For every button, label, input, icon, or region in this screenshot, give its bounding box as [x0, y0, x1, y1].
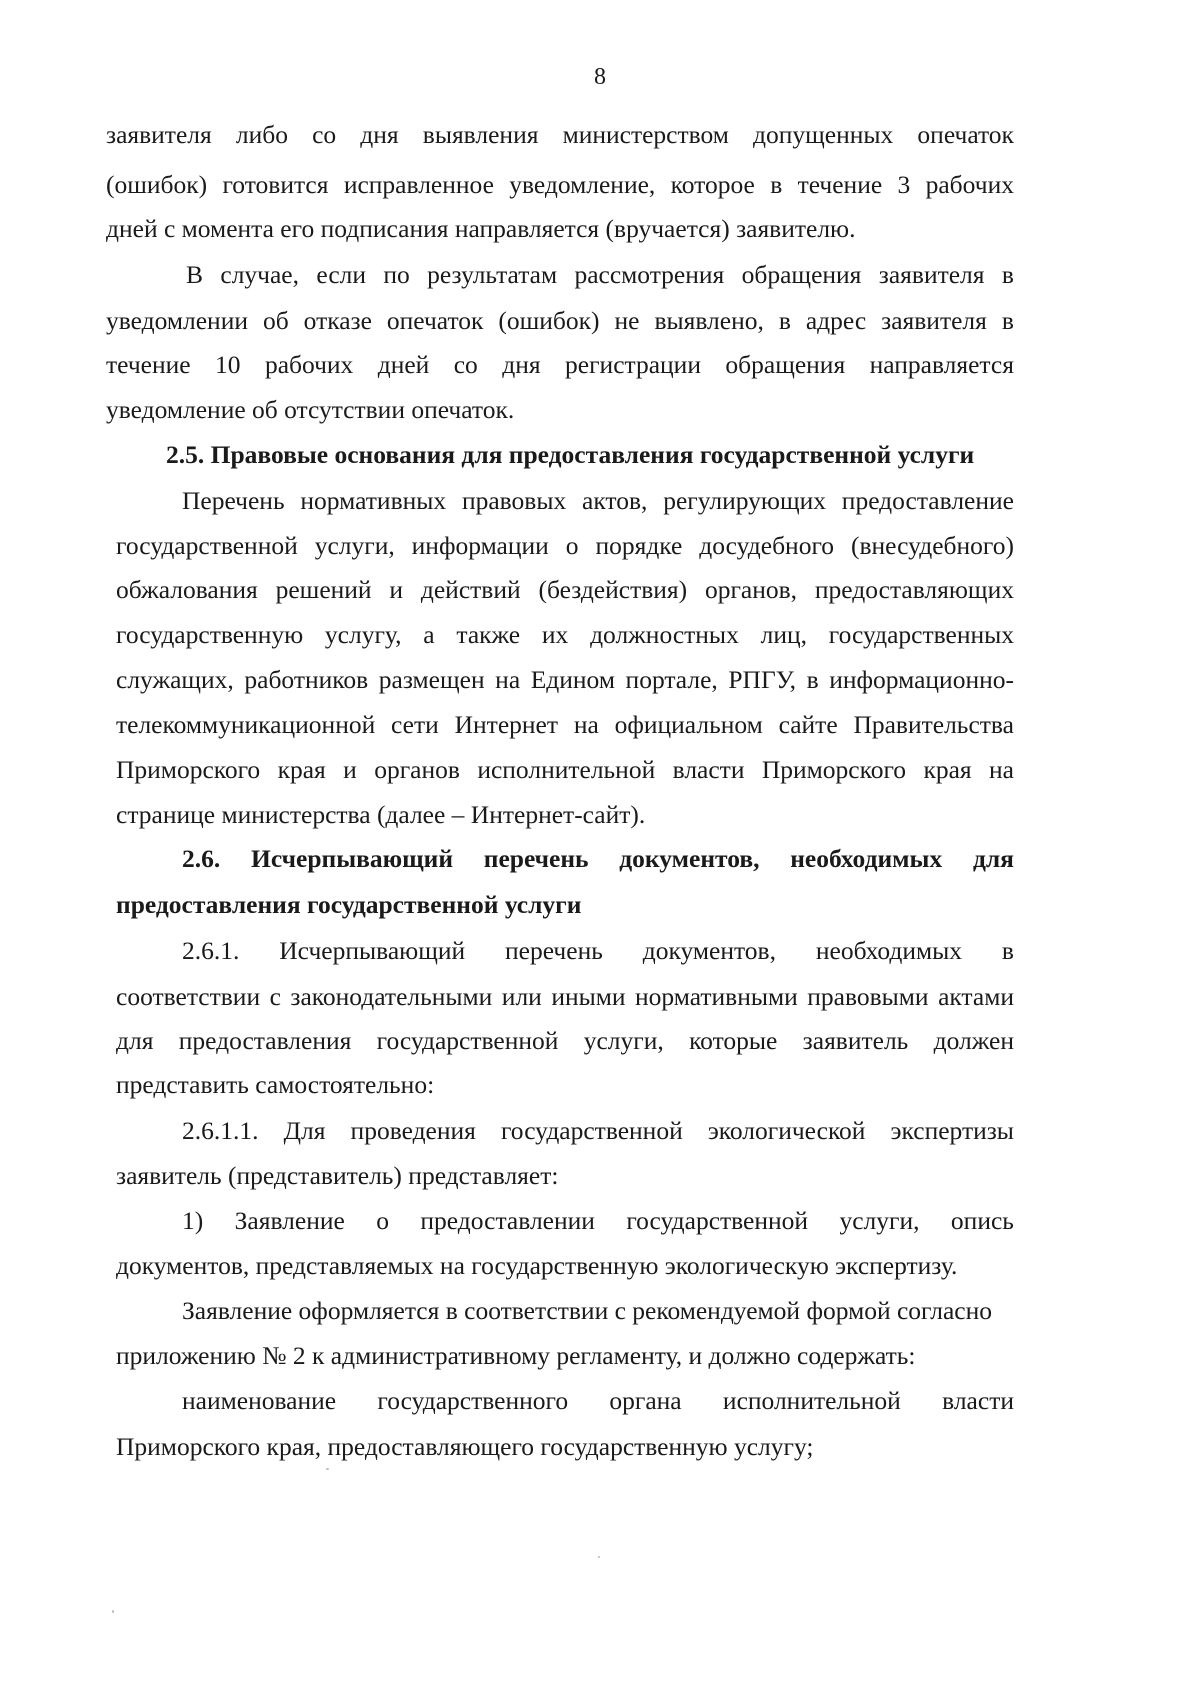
paragraph-6-line-2: документов, представляемых на государственную экологическую экспертизу.: [116, 1251, 958, 1280]
paragraph-5-line-2: заявитель (представитель) представляет:: [116, 1161, 559, 1190]
paragraph-7-line-2: приложению № 2 к административному регламенту, и должно содержать:: [116, 1341, 916, 1370]
paragraph-3-line-4: государственную услугу, а также их должностных лиц, государственных: [116, 620, 1014, 649]
paragraph-1-line-2: (ошибок) готовится исправленное уведомление, которое в течение 3 рабочих: [106, 170, 1014, 199]
paragraph-8-line-1: наименование государственного органа исполнительной власти: [182, 1386, 1014, 1415]
paragraph-3-line-7: Приморского края и органов исполнительной власти Приморского края на: [116, 755, 1014, 784]
paragraph-2-line-2: уведомлении об отказе опечаток (ошибок) не выявлено, в адрес заявителя в: [106, 306, 1014, 335]
scan-speck: [112, 1610, 114, 1613]
paragraph-4-line-3: для предоставления государственной услуги, которые заявитель должен: [116, 1026, 1014, 1055]
paragraph-4-line-4: представить самостоятельно:: [116, 1070, 435, 1099]
paragraph-3-line-3: обжалования решений и действий (бездействия) органов, предоставляющих: [116, 575, 1014, 604]
paragraph-4-line-2: соответствии с законодательными или иными нормативными правовыми актами: [116, 982, 1014, 1011]
paragraph-7-line-1: Заявление оформляется в соответствии с рекомендуемой формой согласно: [182, 1296, 992, 1325]
section-heading-2-6-line-2: предоставления государственной услуги: [116, 890, 582, 919]
paragraph-5-line-1: 2.6.1.1. Для проведения государственной экологической экспертизы: [182, 1116, 1014, 1145]
paragraph-2-line-4: уведомление об отсутствии опечаток.: [106, 395, 515, 424]
paragraph-2-line-1: В случае, если по результатам рассмотрения обращения заявителя в: [186, 260, 1014, 289]
page-number: 8: [594, 64, 606, 90]
scan-speck: [326, 1468, 329, 1470]
paragraph-3-line-8: странице министерства (далее – Интернет-сайт).: [116, 800, 646, 829]
paragraph-3-line-2: государственной услуги, информации о порядке досудебного (внесудебного): [116, 531, 1014, 560]
paragraph-4-line-1: 2.6.1. Исчерпывающий перечень документов, необходимых в: [182, 936, 1014, 965]
paragraph-3-line-1: Перечень нормативных правовых актов, регулирующих предоставление: [182, 486, 1014, 515]
paragraph-3-line-5: служащих, работников размещен на Едином портале, РПГУ, в информационно-: [116, 665, 1014, 694]
paragraph-8-line-2: Приморского края, предоставляющего государственную услугу;: [116, 1432, 814, 1461]
paragraph-1-line-1: заявителя либо со дня выявления министерством допущенных опечаток: [106, 120, 1014, 149]
scan-speck: [598, 1556, 600, 1558]
paragraph-1-line-3: дней с момента его подписания направляется (вручается) заявителю.: [106, 214, 856, 243]
paragraph-2-line-3: течение 10 рабочих дней со дня регистрации обращения направляется: [106, 350, 1014, 379]
section-heading-2-5: 2.5. Правовые основания для предоставления государственной услуги: [166, 440, 975, 469]
paragraph-3-line-6: телекоммуникационной сети Интернет на официальном сайте Правительства: [116, 710, 1014, 739]
section-heading-2-6-line-1: 2.6. Исчерпывающий перечень документов, необходимых для: [182, 844, 1014, 873]
paragraph-6-line-1: 1) Заявление о предоставлении государственной услуги, опись: [182, 1206, 1014, 1235]
